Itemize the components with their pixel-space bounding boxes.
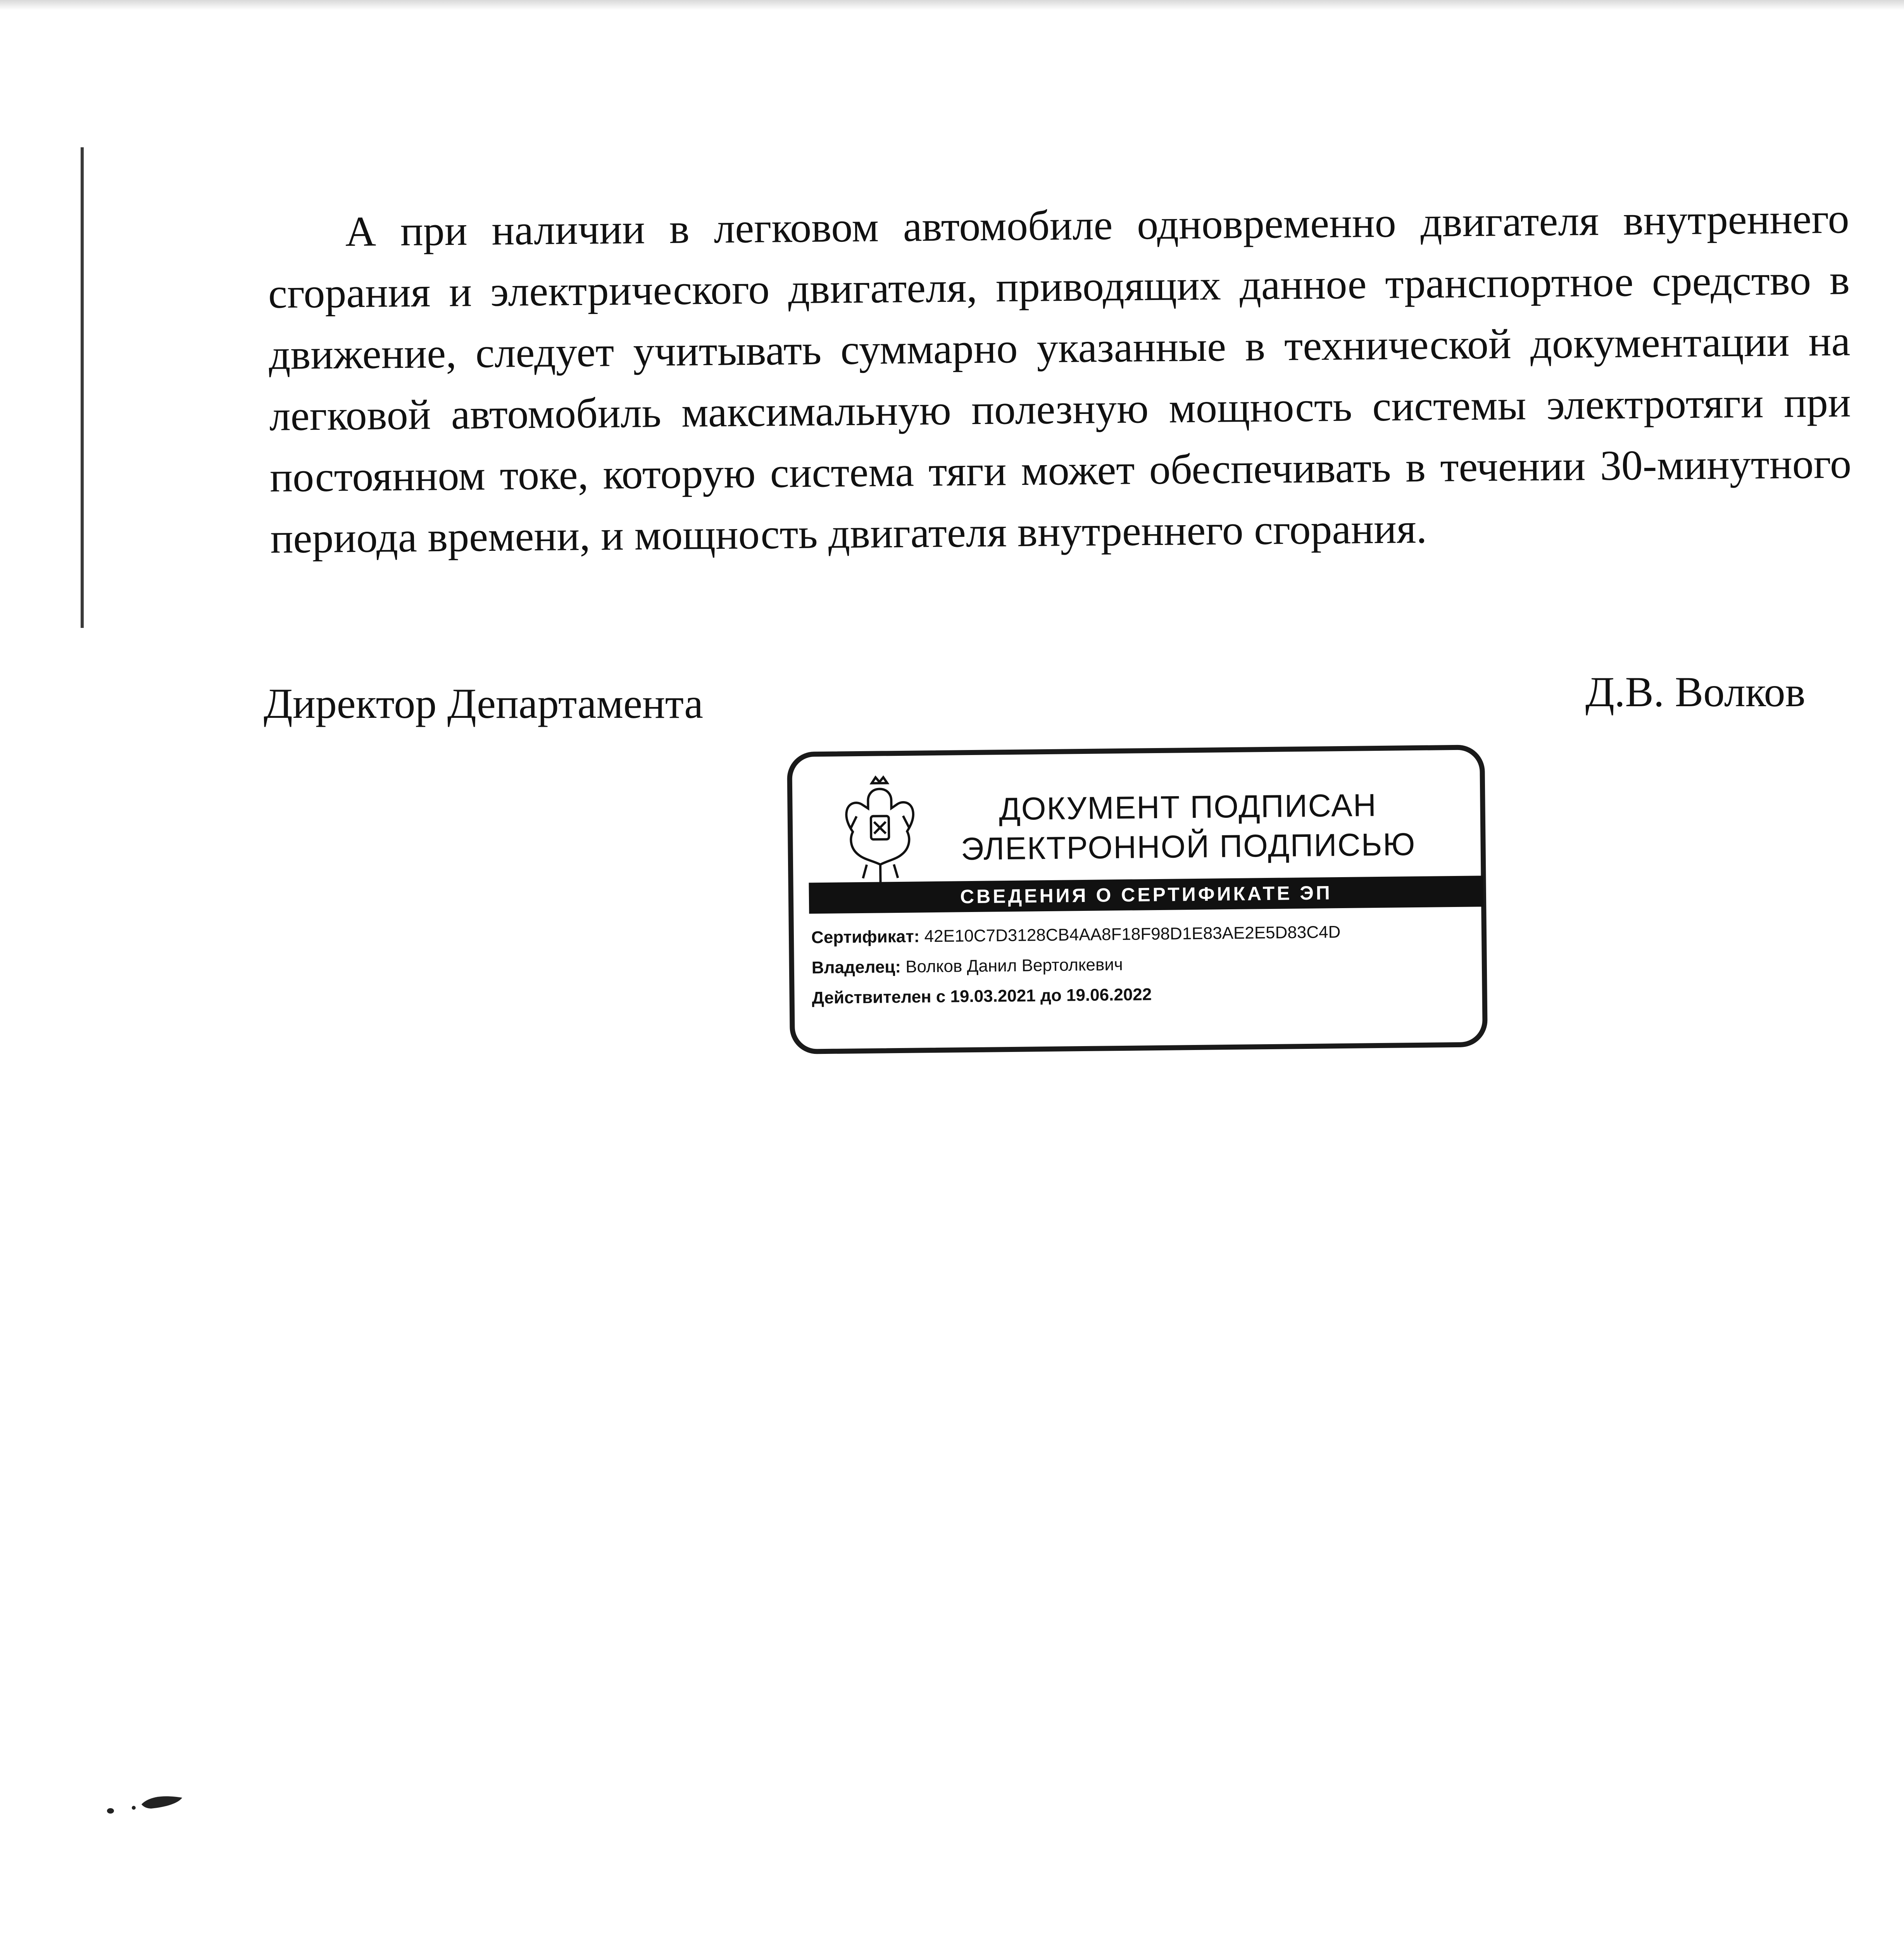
- certificate-line: [811, 922, 1341, 948]
- certificate-value: 42E10C7D3128CB4AA8F18F98D1E83AE2E5D83C4D: [924, 922, 1341, 946]
- stamp-title-line-1: ДОКУМЕНТ ПОДПИСАН: [999, 788, 1377, 827]
- binding-mark: [81, 147, 84, 628]
- stamp-title: [932, 785, 1444, 869]
- signatory-name: Д.В. Волков: [1585, 668, 1806, 716]
- owner-label: Владелец:: [811, 957, 901, 978]
- body-paragraph: А при наличии в легковом автомобиле одновременно двигателя внутреннего сгорания и электрического двигателя, приводящих данное транспортное средство в движение, следует учитывать суммарно указанные в технической документации на легковой автомобиль максимальную полезную мощность системы электротяги при постоянном токе, которую система тяги может обеспечивать в течении 30-минутного периода времени, и мощность двигателя внутреннего сгорания.: [268, 195, 1852, 562]
- scan-artifact: [105, 1783, 194, 1822]
- certificate-label: Сертификат:: [811, 927, 920, 947]
- scan-edge-shadow: [0, 0, 1904, 10]
- electronic-signature-stamp: [787, 745, 1488, 1054]
- owner-line: [812, 954, 1123, 978]
- owner-value: Волков Данил Вертолкевич: [905, 955, 1123, 976]
- certificate-info-bar: СВЕДЕНИЯ О СЕРТИФИКАТЕ ЭП: [809, 876, 1484, 914]
- stamp-title-line-2: ЭЛЕКТРОННОЙ ПОДПИСЬЮ: [961, 827, 1416, 867]
- validity-line: Действителен с 19.03.2021 до 19.06.2022: [812, 985, 1152, 1008]
- coat-of-arms-icon: [835, 773, 925, 890]
- signatory-position: Директор Департамента: [264, 680, 704, 727]
